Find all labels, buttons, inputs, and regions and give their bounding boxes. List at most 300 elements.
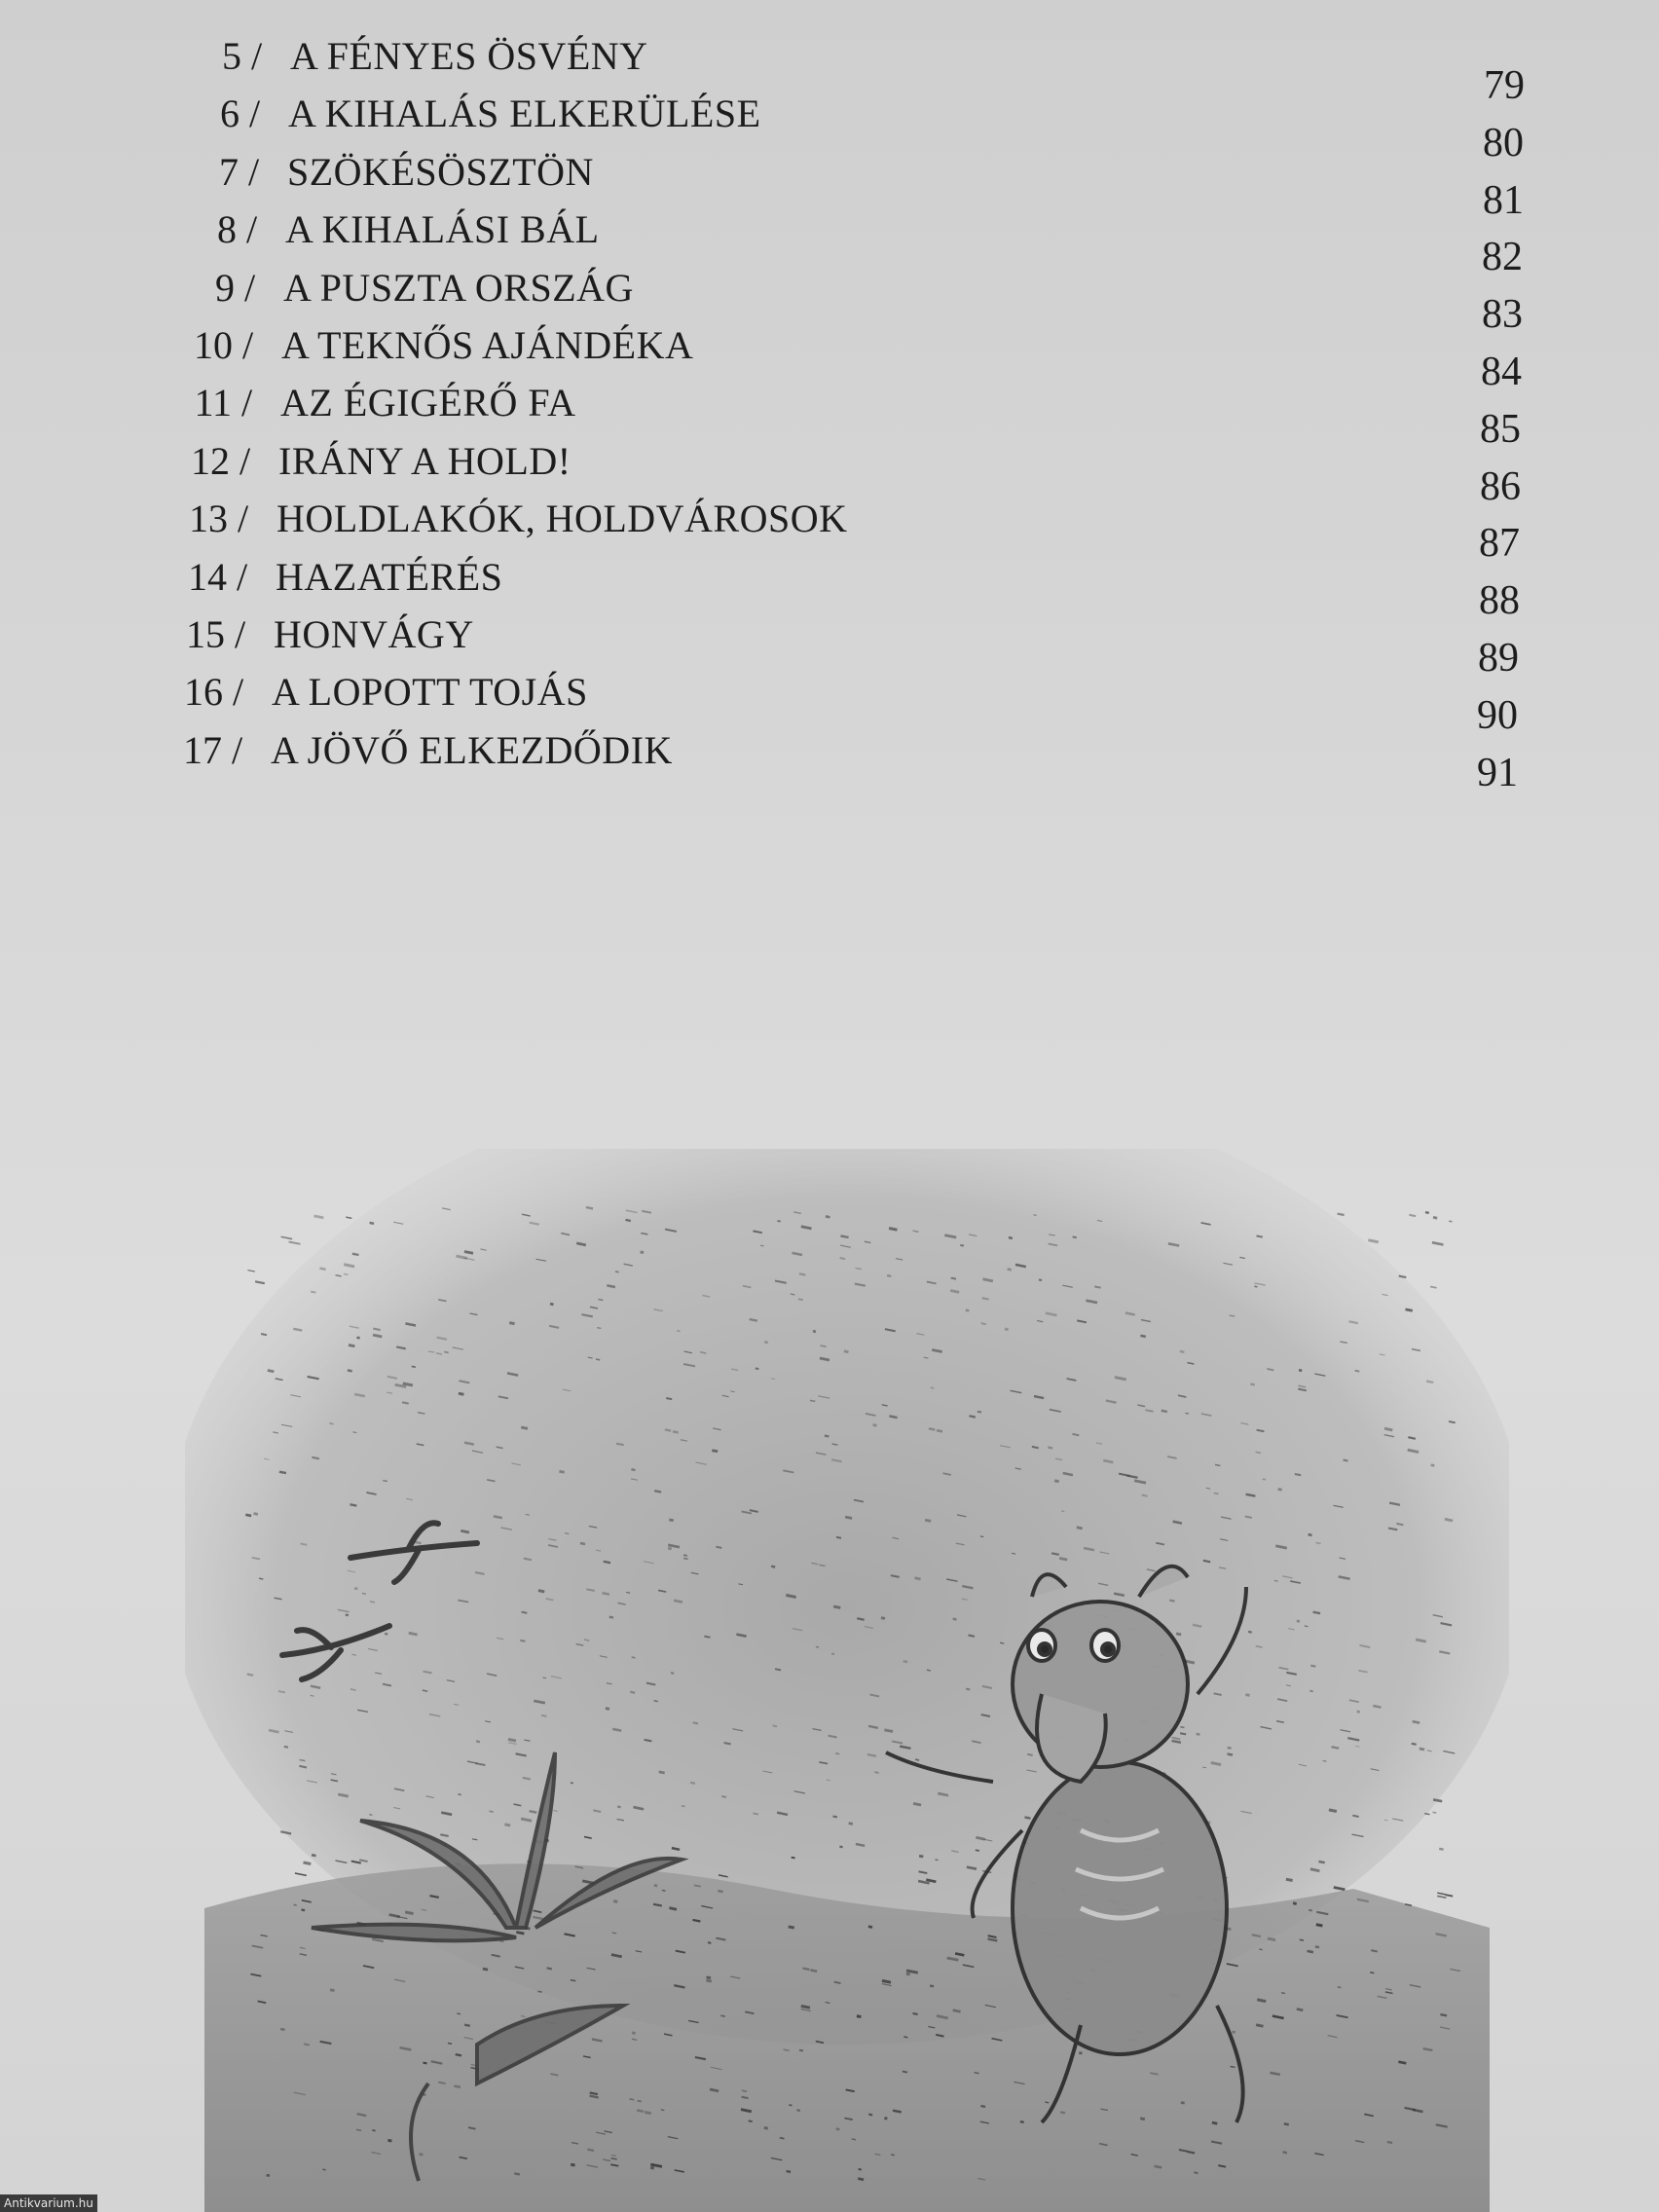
speckle [903, 2037, 907, 2038]
page-number-text: 90 [1477, 692, 1518, 738]
speckle [1181, 2103, 1185, 2104]
speckle [868, 1927, 872, 1928]
chapter-title: SZÖKÉSÖSZTÖN [287, 149, 594, 194]
chapter-number: 6 [220, 92, 240, 136]
watermark: Antikvarium.hu [0, 2194, 97, 2212]
speckle [953, 2010, 961, 2012]
speckle [1315, 1946, 1319, 1947]
speckle [802, 1969, 809, 1970]
speckle [1094, 1286, 1101, 1287]
speckle [626, 1220, 631, 1221]
speckle [606, 1709, 609, 1710]
speckle [1281, 1993, 1285, 1994]
speckle [456, 2054, 461, 2055]
speckle [464, 1252, 473, 1254]
speckle [930, 1986, 934, 1987]
speckle [632, 2033, 636, 2034]
page-number-text: 88 [1479, 578, 1520, 624]
speckle [721, 1796, 726, 1797]
chapter-title: A KIHALÁSI BÁL [285, 207, 600, 252]
speckle [966, 1310, 970, 1311]
speckle [706, 1980, 711, 1981]
speckle [780, 2138, 785, 2139]
speckle [543, 1677, 547, 1678]
speckle [710, 2089, 719, 2091]
speckle [1329, 1810, 1337, 1812]
speckle [1430, 1287, 1437, 1288]
speckle [1309, 1534, 1312, 1535]
speckle [1406, 1309, 1413, 1310]
speckle [841, 1235, 849, 1237]
speckle [255, 1281, 265, 1283]
speckle [690, 1783, 695, 1784]
speckle [712, 1451, 718, 1452]
speckle [1433, 1799, 1442, 1801]
speckle [1212, 2122, 1217, 2123]
speckle [1305, 1626, 1309, 1627]
speckle [607, 1285, 615, 1287]
speckle [720, 2015, 725, 2016]
speckle [1194, 2172, 1198, 2173]
speckle [1338, 1987, 1342, 1988]
speckle [616, 1444, 624, 1446]
speckle [353, 1432, 357, 1433]
speckle [313, 1216, 323, 1218]
speckle [1449, 1221, 1452, 1222]
speckle [882, 1980, 891, 1982]
speckle [1446, 1895, 1454, 1897]
speckle [1009, 1237, 1013, 1238]
speckle [571, 1783, 573, 1784]
speckle [1256, 1452, 1261, 1453]
speckle [1370, 1972, 1374, 1973]
speckle [405, 1912, 413, 1914]
chapter-number: 14 [188, 554, 227, 599]
chapter-title: A KIHALÁS ELKERÜLÉSE [288, 92, 761, 136]
speckle [508, 1739, 516, 1741]
page-number-text: 79 [1484, 63, 1525, 108]
speckle [798, 1299, 803, 1300]
separator: / [249, 92, 261, 136]
speckle [742, 2097, 749, 2098]
speckle [1034, 1215, 1037, 1216]
speckle [775, 1669, 781, 1670]
speckle [915, 1759, 919, 1760]
speckle [844, 1351, 849, 1352]
speckle [1155, 2166, 1162, 2168]
chapter-number: 11 [194, 381, 232, 425]
speckle [638, 2101, 642, 2102]
speckle [514, 2173, 520, 2174]
speckle [630, 1692, 635, 1693]
speckle [1185, 1413, 1189, 1414]
speckle [1293, 1903, 1297, 1904]
speckle [903, 1661, 908, 1662]
page-number-text: 91 [1477, 750, 1518, 795]
speckle [773, 1725, 778, 1726]
speckle [483, 1969, 488, 1970]
page-number-text: 87 [1479, 521, 1520, 567]
page-number-text: 80 [1483, 120, 1524, 166]
speckle [617, 1807, 621, 1808]
speckle [509, 1323, 514, 1324]
speckle [1248, 1632, 1252, 1633]
speckle [893, 2111, 902, 2113]
speckle [312, 1855, 315, 1856]
speckle [295, 1873, 307, 1875]
chapter-title: AZ ÉGIGÉRŐ FA [280, 381, 576, 425]
chapter-number: 12 [191, 438, 230, 483]
speckle [742, 2090, 747, 2091]
speckle [458, 1794, 461, 1795]
speckle [370, 1602, 375, 1603]
speckle [612, 1729, 621, 1731]
chapter-number: 9 [215, 265, 235, 310]
speckle [666, 1398, 672, 1399]
speckle [1425, 1212, 1429, 1213]
speckle [490, 1811, 494, 1812]
speckle [289, 1242, 301, 1244]
speckle [459, 1393, 464, 1394]
speckle [1169, 1601, 1174, 1602]
speckle [881, 1618, 885, 1619]
speckle [764, 1342, 768, 1343]
speckle [637, 2111, 644, 2112]
separator: / [232, 727, 243, 772]
speckle [683, 1555, 687, 1556]
speckle [789, 2105, 792, 2106]
chapter-number: 5 [222, 34, 241, 78]
speckle [677, 1331, 680, 1332]
separator: / [237, 554, 248, 599]
separator: / [235, 612, 246, 656]
speckle [1419, 1749, 1424, 1750]
speckle [977, 1412, 981, 1413]
speckle [789, 1927, 794, 1928]
speckle [261, 1334, 267, 1335]
speckle [278, 1691, 285, 1692]
speckle [884, 2119, 887, 2120]
speckle [1409, 1215, 1416, 1216]
speckle [1283, 2152, 1287, 2153]
speckle [1060, 2112, 1065, 2113]
speckle [1437, 1893, 1445, 1895]
speckle [650, 2167, 654, 2168]
speckle [1313, 1612, 1321, 1614]
speckle [953, 1619, 957, 1620]
speckle [835, 1753, 839, 1754]
speckle [811, 1971, 818, 1972]
speckle [665, 1429, 671, 1430]
speckle [1368, 1240, 1379, 1242]
speckle [672, 1848, 680, 1850]
speckle [960, 1245, 964, 1246]
page-number-text: 84 [1481, 350, 1522, 394]
separator: / [238, 497, 249, 541]
speckle [461, 1530, 469, 1532]
speckle [1344, 1460, 1348, 1461]
speckle [1338, 1214, 1345, 1215]
speckle [537, 1991, 541, 1992]
speckle [373, 1335, 382, 1337]
speckle [1297, 1621, 1300, 1622]
speckle [856, 1844, 865, 1846]
speckle [385, 1634, 387, 1635]
page-number-text: 89 [1478, 636, 1519, 681]
speckle [874, 1772, 878, 1773]
separator: / [246, 207, 258, 252]
speckle [693, 1920, 701, 1922]
speckle [1079, 2053, 1082, 2054]
speckle [596, 1359, 600, 1360]
speckle [1232, 2032, 1235, 2033]
speckle [1012, 1553, 1015, 1554]
table-of-contents [0, 0, 1659, 857]
page-number [0, 745, 1659, 801]
speckle [913, 1231, 919, 1232]
speckle [311, 1695, 314, 1696]
speckle [668, 1548, 672, 1549]
speckle [559, 1471, 564, 1472]
speckle [750, 1319, 757, 1321]
separator: / [248, 149, 260, 194]
speckle [1176, 1634, 1181, 1635]
speckle [831, 1654, 834, 1655]
speckle [612, 1933, 616, 1934]
page-number-text: 85 [1480, 406, 1521, 452]
speckle [454, 2086, 461, 2087]
speckle [352, 1254, 359, 1255]
speckle [1073, 1434, 1080, 1435]
speckle [981, 2106, 986, 2107]
chapter-title: HOLDLAKÓK, HOLDVÁROSOK [276, 497, 848, 541]
speckle [245, 1515, 251, 1516]
speckle [346, 1615, 349, 1616]
speckle [929, 1428, 936, 1429]
speckle [301, 1544, 308, 1545]
chapter-number: 16 [184, 670, 223, 715]
speckle [1297, 2009, 1304, 2010]
speckle [889, 1416, 897, 1418]
speckle [857, 2016, 862, 2017]
speckle [1161, 1411, 1167, 1412]
speckle [344, 1273, 349, 1274]
speckle [457, 2013, 460, 2014]
speckle [975, 2073, 979, 2074]
separator: / [244, 265, 256, 310]
speckle [350, 1504, 357, 1505]
speckle [373, 1329, 380, 1331]
speckle [1254, 1286, 1257, 1287]
speckle [1005, 1329, 1009, 1330]
speckle [716, 1547, 721, 1548]
speckle [1214, 1493, 1219, 1494]
speckle [565, 1533, 569, 1534]
speckle [1352, 1816, 1358, 1817]
speckle [760, 1245, 764, 1246]
speckle [969, 1636, 975, 1637]
speckle [322, 2169, 325, 2170]
speckle [669, 1908, 677, 1910]
speckle [1412, 1744, 1417, 1745]
speckle [1437, 1896, 1446, 1898]
speckle [1140, 1336, 1145, 1337]
speckle [825, 1436, 830, 1437]
speckle [791, 1294, 795, 1295]
speckle [409, 1633, 418, 1635]
speckle [754, 1813, 758, 1814]
speckle [362, 1594, 366, 1595]
speckle [372, 2130, 375, 2131]
speckle [632, 1657, 636, 1658]
speckle [801, 2006, 810, 2008]
speckle [704, 1637, 710, 1638]
speckle [580, 1543, 585, 1544]
speckle [1045, 2102, 1049, 2103]
speckle [348, 1370, 352, 1371]
speckle [476, 1741, 480, 1742]
speckle [1309, 1910, 1312, 1911]
speckle [354, 1588, 357, 1589]
speckle [813, 1331, 816, 1332]
speckle [1259, 1949, 1262, 1950]
speckle [1286, 1879, 1293, 1880]
speckle [294, 1904, 297, 1905]
chapter-title: A TEKNŐS AJÁNDÉKA [281, 323, 694, 367]
separator: / [240, 438, 251, 483]
speckle [1431, 1465, 1435, 1466]
chapter-number: 15 [186, 612, 225, 656]
speckle [810, 1400, 815, 1401]
speckle [845, 1517, 852, 1518]
speckle [280, 2029, 285, 2030]
speckle [571, 1980, 576, 1981]
speckle [1323, 1760, 1327, 1761]
speckle [304, 2044, 310, 2045]
speckle [799, 2050, 803, 2051]
speckle [1439, 1849, 1443, 1850]
speckle [522, 1612, 528, 1613]
speckle [906, 1973, 910, 1974]
speckle [1051, 1553, 1059, 1555]
speckle [588, 1357, 593, 1358]
speckle [833, 1606, 840, 1607]
speckle [1316, 1925, 1323, 1926]
page-number-text: 82 [1482, 235, 1523, 280]
speckle [302, 1910, 306, 1911]
speckle [858, 2179, 864, 2180]
page-number-text: 81 [1483, 177, 1524, 223]
speckle [674, 1601, 682, 1603]
speckle [927, 1670, 931, 1671]
speckle [1228, 1748, 1232, 1749]
speckle [1257, 1235, 1263, 1236]
speckle [1250, 1384, 1255, 1385]
speckle [950, 1291, 959, 1293]
speckle [1211, 1763, 1221, 1765]
chapter-number: 17 [183, 727, 222, 772]
speckle [749, 2120, 753, 2121]
speckle [707, 1977, 712, 1978]
speckle [369, 1815, 372, 1816]
separator: / [233, 670, 244, 715]
speckle [626, 1592, 630, 1593]
separator: / [251, 34, 263, 78]
separator: / [241, 381, 253, 425]
speckle [884, 1730, 893, 1732]
speckle [1357, 1712, 1360, 1713]
speckle [338, 1794, 349, 1796]
speckle [1140, 2119, 1145, 2120]
speckle [1059, 1558, 1067, 1560]
speckle [1432, 1242, 1444, 1244]
speckle [464, 2025, 470, 2026]
speckle [1187, 2152, 1195, 2154]
speckle [319, 1269, 325, 1270]
speckle [1061, 1511, 1064, 1512]
speckle [586, 1207, 593, 1208]
speckle [268, 1371, 275, 1372]
chapter-number: 7 [219, 149, 239, 194]
speckle [777, 1221, 780, 1222]
separator: / [242, 323, 254, 367]
speckle [654, 1701, 658, 1702]
speckle [1278, 1490, 1282, 1491]
speckle [448, 2044, 452, 2045]
speckle [682, 1806, 685, 1807]
speckle [1268, 1938, 1275, 1940]
speckle [1284, 2123, 1289, 2124]
speckle [919, 1856, 923, 1857]
speckle [1433, 1217, 1437, 1218]
speckle [826, 1216, 830, 1217]
speckle [571, 2164, 574, 2165]
speckle [970, 1416, 976, 1417]
speckle [609, 1617, 613, 1618]
speckle [1039, 1279, 1042, 1280]
speckle [1032, 1447, 1039, 1448]
speckle [1309, 1691, 1312, 1692]
speckle [857, 1618, 865, 1620]
speckle [654, 1491, 661, 1492]
speckle [516, 1933, 524, 1935]
speckle [792, 1858, 795, 1859]
speckle [966, 1689, 970, 1690]
speckle [951, 1278, 956, 1279]
speckle [836, 2129, 840, 2130]
speckle [603, 1593, 609, 1595]
speckle [1445, 1519, 1453, 1521]
speckle [669, 1520, 673, 1521]
speckle [550, 1304, 554, 1305]
speckle [412, 1366, 416, 1367]
speckle [329, 1423, 333, 1424]
speckle [645, 1740, 652, 1742]
speckle [631, 1469, 635, 1470]
speckle [538, 1591, 544, 1592]
chapter-number: 10 [194, 323, 233, 367]
speckle [1310, 1666, 1315, 1667]
speckle [889, 1229, 897, 1231]
speckle [914, 1578, 920, 1579]
speckle [444, 1352, 449, 1353]
speckle [982, 1298, 989, 1299]
speckle [1202, 1767, 1206, 1768]
pencil-illustration [185, 1149, 1509, 2212]
chapter-title: A LOPOTT TOJÁS [272, 670, 588, 715]
speckle [387, 2140, 391, 2141]
speckle [1073, 1236, 1077, 1237]
